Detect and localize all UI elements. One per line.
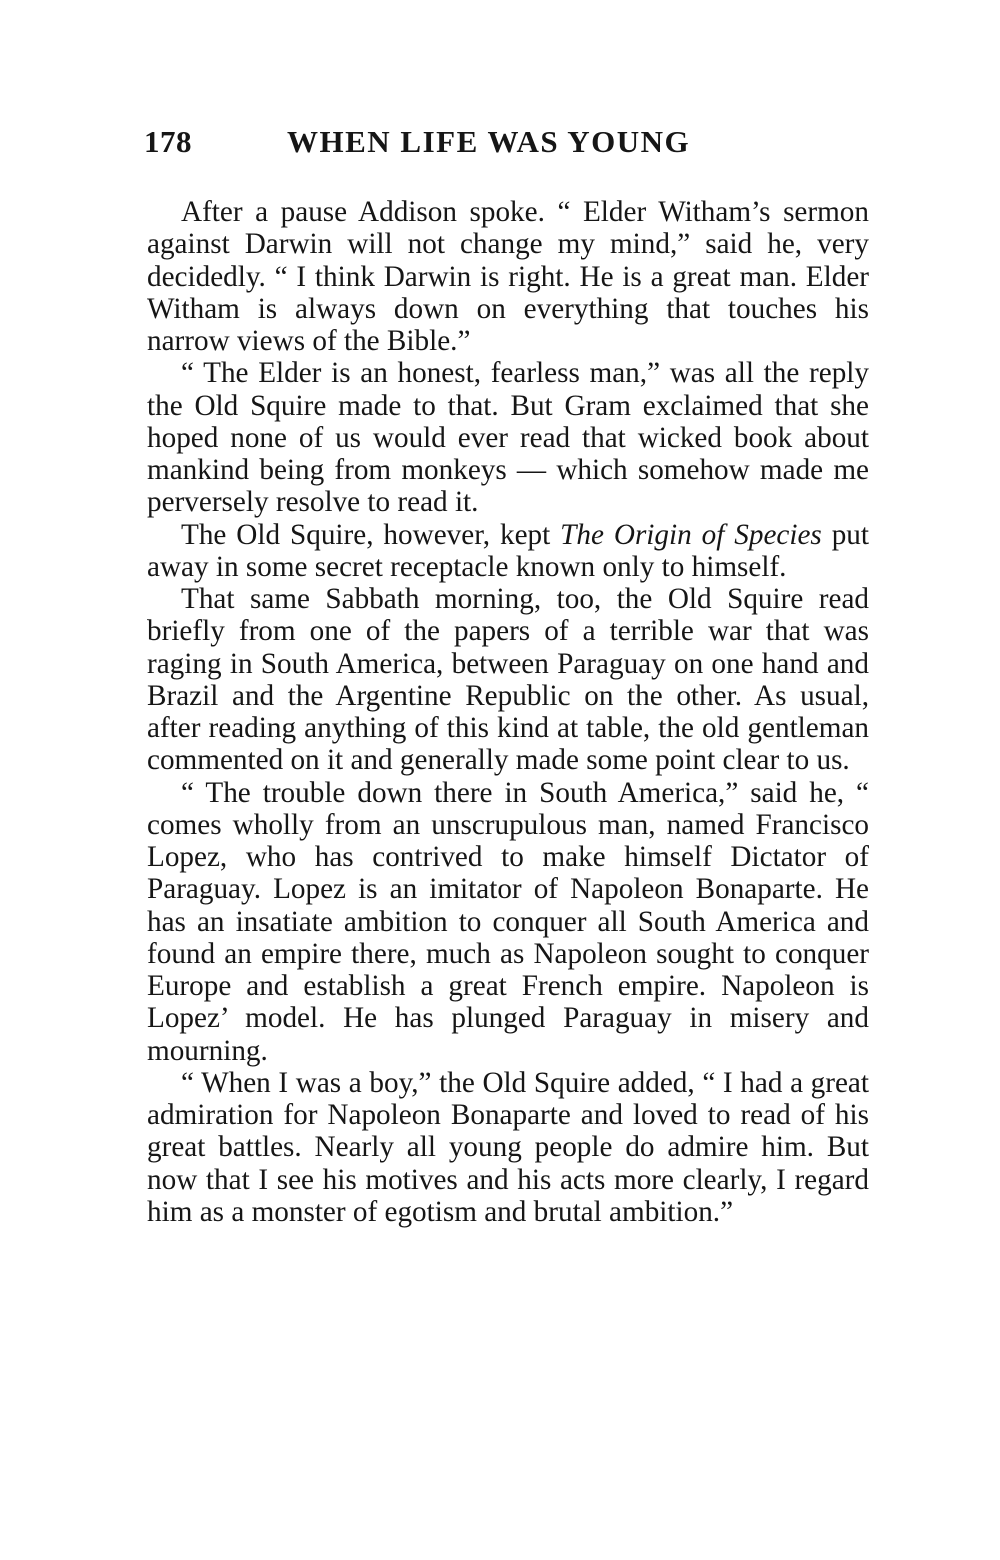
paragraph: “ When I was a boy,” the Old Squire added, “ I had a great admiration for Napoleon Bonaparte and loved to read of his great battles. Nearly all young people do admire him. But now that I see his motives and his acts more clearly, I regard him as a monster of egotism and brutal ambition.”	[147, 1066, 869, 1228]
paragraph: “ The trouble down there in South America,” said he, “ comes wholly from an unscrupulous man, named Francisco Lopez, who has contrived to make himself Dictator of Paraguay. Lopez is an imitator of Napoleon Bonaparte. He has an insatiate ambition to conquer all South America and found an empire there, much as Napoleon sought to conquer Europe and establish a great French empire. Napoleon is Lopez’ model. He has plunged Paraguay in misery and mourning.	[147, 776, 869, 1067]
paragraph: “ The Elder is an honest, fearless man,” was all the reply the Old Squire made to that. But Gram exclaimed that she hoped none of us would ever read that wicked book about mankind being from monkeys — which somehow made me perversely resolve to read it.	[147, 357, 869, 519]
paragraph-text: put away in some secret receptacle known only to himself.	[147, 518, 870, 583]
paragraph-text: The Old Squire, however, kept	[181, 518, 561, 551]
paragraph: After a pause Addison spoke. “ Elder Witham’s sermon against Darwin will not change my mind,” said he, very decidedly. “ I think Darwin is right. He is a great man. Elder Witham is always down on everything that touches his narrow views of the Bible.”	[147, 196, 869, 357]
running-head: WHEN LIFE WAS YOUNG	[287, 124, 691, 159]
text-body	[147, 196, 869, 1228]
book-title: The Origin of Species	[560, 518, 822, 551]
paragraph	[147, 519, 869, 584]
page-number: 178	[144, 124, 192, 159]
page-header	[144, 124, 744, 164]
paragraph: That same Sabbath morning, too, the Old Squire read briefly from one of the papers of a terrible war that was raging in South America, between Paraguay on one hand and Brazil and the Argentine Republic on the other. As usual, after reading anything of this kind at table, the old gentleman commented on it and generally made some point clear to us.	[147, 583, 869, 777]
